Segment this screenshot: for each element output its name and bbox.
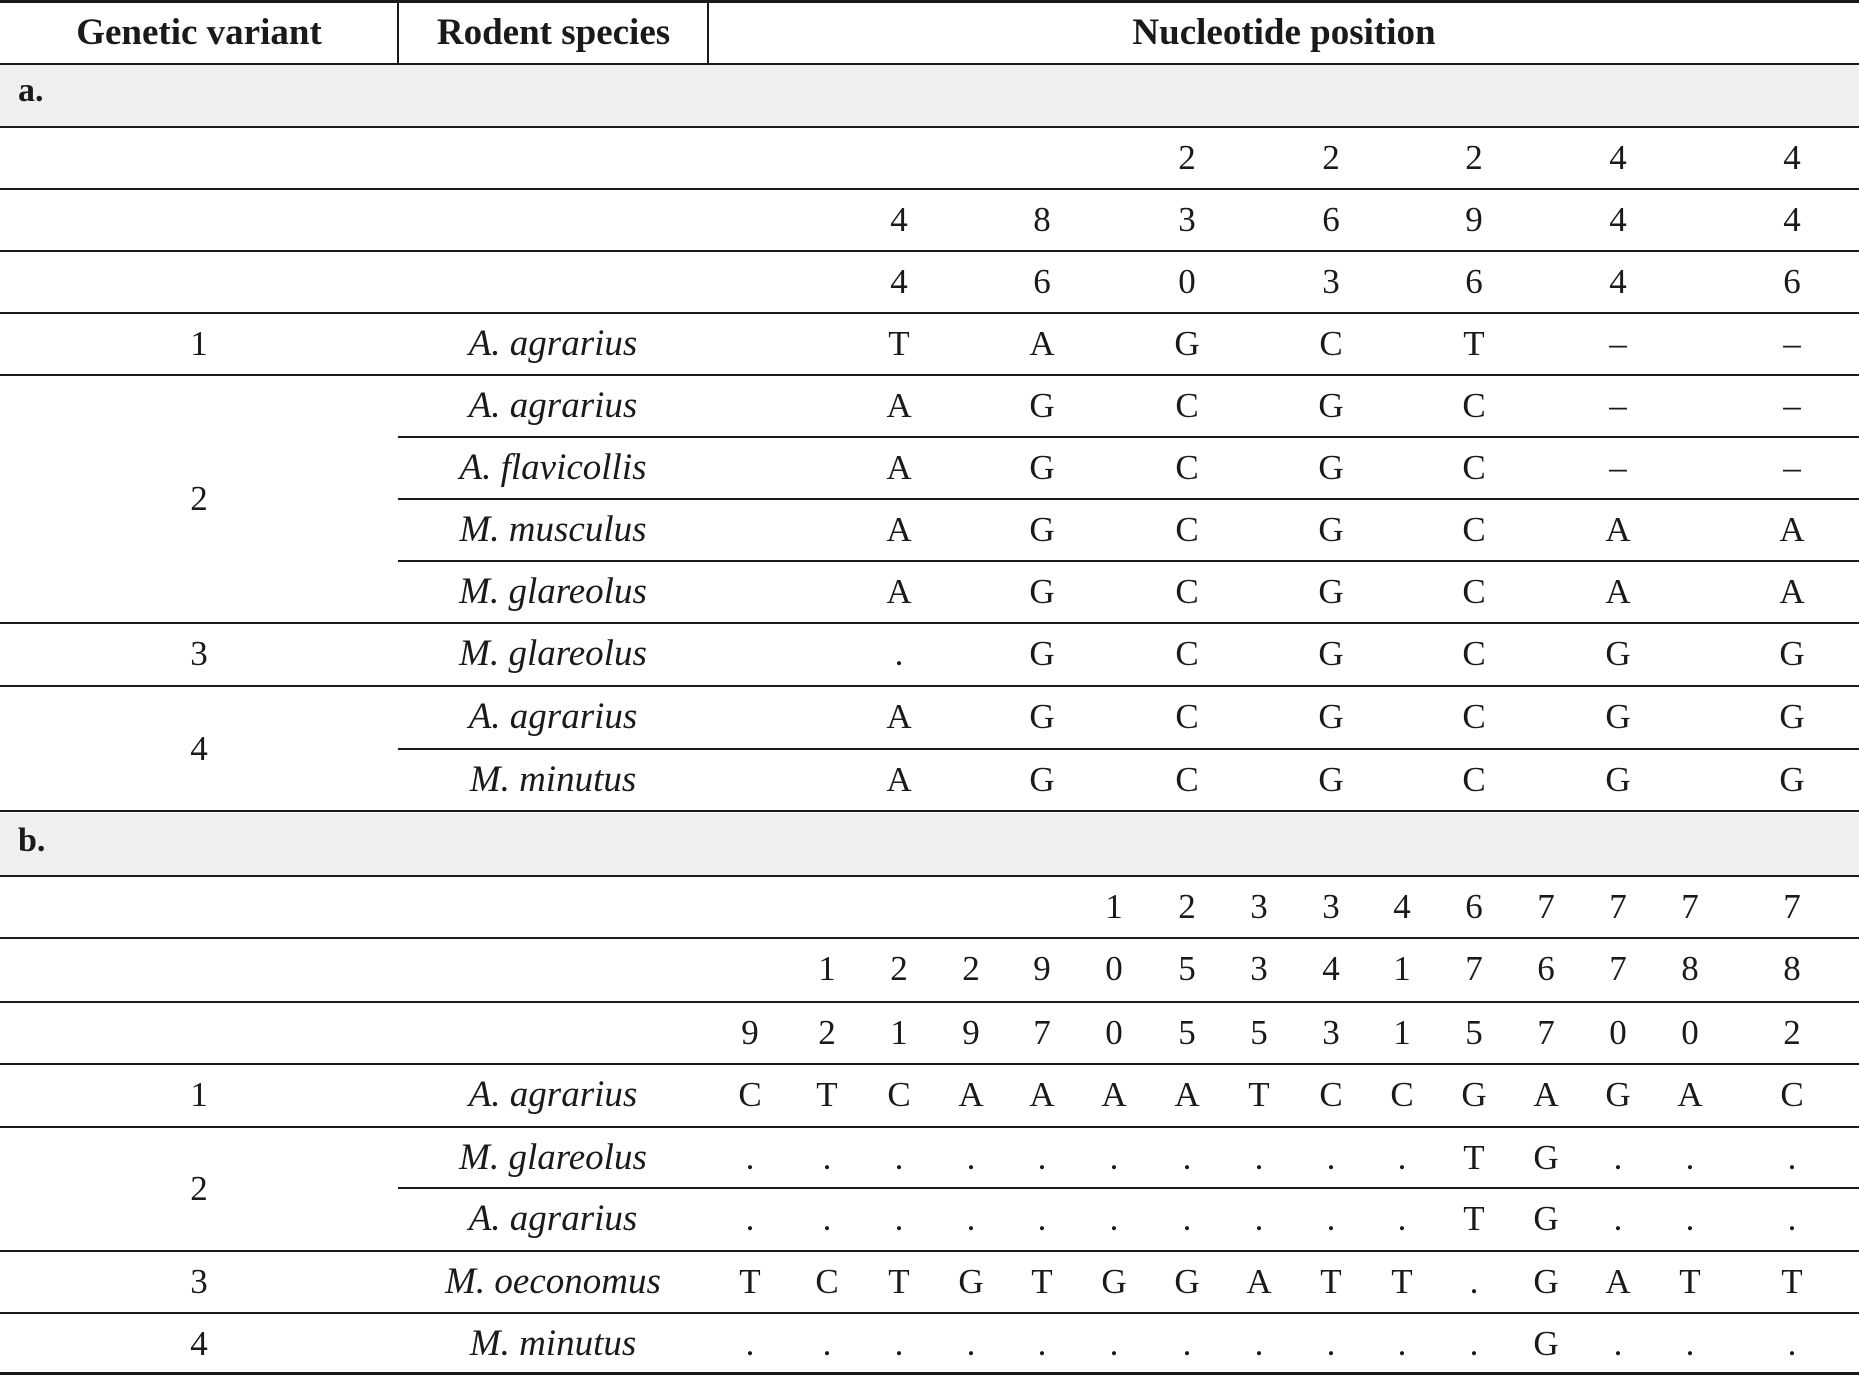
- nucleotide-cell: –: [1783, 324, 1801, 363]
- species-name: M. musculus: [459, 509, 647, 550]
- nucleotide-cell: C: [1319, 1075, 1343, 1114]
- position-digit: 6: [1322, 200, 1340, 239]
- nucleotide-cell: T: [1463, 1199, 1485, 1238]
- species-name: A. agrarius: [468, 323, 638, 364]
- nucleotide-cell: C: [1780, 1075, 1804, 1114]
- position-digit: 3: [1250, 887, 1268, 926]
- species-name: M. glareolus: [459, 633, 647, 674]
- nucleotide-cell: .: [1182, 1324, 1192, 1363]
- genetic-variant-label: 2: [190, 1169, 208, 1208]
- nucleotide-cell: .: [1182, 1199, 1192, 1238]
- nucleotide-cell: G: [1029, 572, 1055, 611]
- nucleotide-cell: G: [1318, 510, 1344, 549]
- position-digit: 7: [1609, 949, 1627, 988]
- position-digit: 3: [1250, 949, 1268, 988]
- position-digit: 0: [1105, 1013, 1123, 1052]
- species-name: M. minutus: [469, 1323, 637, 1364]
- nucleotide-cell: C: [738, 1075, 762, 1114]
- nucleotide-cell: A: [1605, 510, 1631, 549]
- species-name: M. glareolus: [459, 1137, 647, 1178]
- position-digit: 7: [1537, 887, 1555, 926]
- nucleotide-cell: A: [1605, 572, 1631, 611]
- position-digit: 6: [1537, 949, 1555, 988]
- nucleotide-cell: .: [1613, 1199, 1623, 1238]
- species-name: A. flavicollis: [459, 447, 647, 488]
- genetic-variant-label: 1: [190, 1075, 208, 1114]
- nucleotide-cell: C: [1175, 760, 1199, 799]
- position-digit: 5: [1178, 1013, 1196, 1052]
- position-digit: 1: [890, 1013, 908, 1052]
- nucleotide-cell: A: [1174, 1075, 1200, 1114]
- nucleotide-cell: T: [1679, 1262, 1701, 1301]
- position-digit: 2: [1322, 138, 1340, 177]
- genetic-variant-label: 4: [190, 729, 208, 768]
- nucleotide-cell: .: [1037, 1324, 1047, 1363]
- position-digit: 9: [1033, 949, 1051, 988]
- nucleotide-cell: T: [888, 1262, 910, 1301]
- nucleotide-cell: .: [1109, 1138, 1119, 1177]
- nucleotide-cell: C: [1462, 697, 1486, 736]
- nucleotide-cell: .: [1254, 1138, 1264, 1177]
- nucleotide-cell: .: [1613, 1138, 1623, 1177]
- nucleotide-cell: G: [1779, 634, 1805, 673]
- nucleotide-cell: C: [815, 1262, 839, 1301]
- nucleotide-cell: G: [1605, 634, 1631, 673]
- nucleotide-cell: A: [886, 572, 912, 611]
- position-digit: 4: [890, 200, 908, 239]
- nucleotide-cell: G: [1533, 1199, 1559, 1238]
- position-digit: 7: [1681, 887, 1699, 926]
- nucleotide-cell: G: [1779, 760, 1805, 799]
- nucleotide-cell: –: [1609, 386, 1627, 425]
- nucleotide-cell: .: [822, 1324, 832, 1363]
- nucleotide-cell: A: [1029, 1075, 1055, 1114]
- genetic-variant-label: 2: [190, 479, 208, 518]
- position-digit: 4: [1783, 138, 1801, 177]
- position-digit: 4: [1609, 138, 1627, 177]
- position-digit: 0: [1609, 1013, 1627, 1052]
- nucleotide-cell: G: [1533, 1262, 1559, 1301]
- nucleotide-cell: G: [1174, 324, 1200, 363]
- species-name: A. agrarius: [468, 696, 638, 737]
- nucleotide-cell: G: [1318, 386, 1344, 425]
- genetic-variant-label: 1: [190, 324, 208, 363]
- nucleotide-cell: .: [894, 1324, 904, 1363]
- genetic-variant-label: 4: [190, 1324, 208, 1363]
- nucleotide-cell: A: [1533, 1075, 1559, 1114]
- position-digit: 5: [1465, 1013, 1483, 1052]
- nucleotide-cell: A: [886, 510, 912, 549]
- nucleotide-cell: .: [894, 1199, 904, 1238]
- nucleotide-cell: C: [1175, 572, 1199, 611]
- nucleotide-cell: C: [1462, 634, 1486, 673]
- nucleotide-cell: .: [745, 1199, 755, 1238]
- nucleotide-cell: .: [1182, 1138, 1192, 1177]
- nucleotide-cell: .: [822, 1199, 832, 1238]
- species-name: M. glareolus: [459, 571, 647, 612]
- nucleotide-cell: .: [966, 1199, 976, 1238]
- species-name: A. agrarius: [468, 1198, 638, 1239]
- nucleotide-cell: T: [1248, 1075, 1270, 1114]
- position-digit: 2: [962, 949, 980, 988]
- nucleotide-cell: G: [1461, 1075, 1487, 1114]
- nucleotide-cell: A: [886, 386, 912, 425]
- nucleotide-cell: .: [1787, 1324, 1797, 1363]
- nucleotide-cell: G: [1029, 448, 1055, 487]
- nucleotide-cell: C: [1175, 448, 1199, 487]
- nucleotide-cell: A: [886, 448, 912, 487]
- nucleotide-cell: –: [1609, 324, 1627, 363]
- nucleotide-cell: G: [1318, 634, 1344, 673]
- nucleotide-cell: G: [1318, 760, 1344, 799]
- genetic-variant-label: 3: [190, 634, 208, 673]
- nucleotide-cell: .: [1787, 1138, 1797, 1177]
- nucleotide-cell: G: [1605, 760, 1631, 799]
- nucleotide-cell: A: [1677, 1075, 1703, 1114]
- nucleotide-cell: .: [894, 634, 904, 673]
- nucleotide-cell: .: [966, 1138, 976, 1177]
- position-digit: 9: [1465, 200, 1483, 239]
- position-digit: 0: [1105, 949, 1123, 988]
- nucleotide-cell: A: [1246, 1262, 1272, 1301]
- position-digit: 7: [1783, 887, 1801, 926]
- position-digit: 7: [1033, 1013, 1051, 1052]
- position-digit: 1: [1105, 887, 1123, 926]
- nucleotide-cell: G: [1101, 1262, 1127, 1301]
- nucleotide-cell: G: [1029, 510, 1055, 549]
- position-digit: 2: [1465, 138, 1483, 177]
- nucleotide-cell: .: [1037, 1199, 1047, 1238]
- header-genetic-variant: Genetic variant: [76, 12, 322, 53]
- position-digit: 4: [1609, 262, 1627, 301]
- nucleotide-cell: .: [1685, 1138, 1695, 1177]
- nucleotide-cell: A: [958, 1075, 984, 1114]
- position-digit: 4: [1609, 200, 1627, 239]
- position-digit: 9: [741, 1013, 759, 1052]
- nucleotide-cell: T: [1781, 1262, 1803, 1301]
- nucleotide-cell: G: [1779, 697, 1805, 736]
- position-digit: 6: [1465, 262, 1483, 301]
- species-name: M. minutus: [469, 759, 637, 800]
- position-digit: 0: [1178, 262, 1196, 301]
- nucleotide-cell: G: [1318, 448, 1344, 487]
- nucleotide-cell: .: [1397, 1199, 1407, 1238]
- nucleotide-cell: C: [1462, 760, 1486, 799]
- nucleotide-cell: .: [894, 1138, 904, 1177]
- nucleotide-cell: C: [887, 1075, 911, 1114]
- nucleotide-cell: T: [1320, 1262, 1342, 1301]
- nucleotide-cell: .: [1254, 1199, 1264, 1238]
- nucleotide-cell: C: [1462, 572, 1486, 611]
- position-digit: 9: [962, 1013, 980, 1052]
- nucleotide-cell: T: [1463, 324, 1485, 363]
- position-digit: 2: [1783, 1013, 1801, 1052]
- position-digit: 6: [1033, 262, 1051, 301]
- rule: [0, 63, 1859, 65]
- nucleotide-cell: T: [1031, 1262, 1053, 1301]
- position-digit: 4: [890, 262, 908, 301]
- position-digit: 2: [1178, 138, 1196, 177]
- nucleotide-cell: C: [1319, 324, 1343, 363]
- position-digit: 3: [1322, 1013, 1340, 1052]
- species-name: M. oeconomus: [445, 1261, 661, 1302]
- nucleotide-cell: G: [1605, 697, 1631, 736]
- genetic-variant-label: 3: [190, 1262, 208, 1301]
- nucleotide-cell: C: [1175, 634, 1199, 673]
- nucleotide-cell: A: [1101, 1075, 1127, 1114]
- position-digit: 7: [1537, 1013, 1555, 1052]
- nucleotide-cell: .: [1685, 1199, 1695, 1238]
- nucleotide-cell: G: [1174, 1262, 1200, 1301]
- nucleotide-cell: C: [1462, 448, 1486, 487]
- position-digit: 4: [1322, 949, 1340, 988]
- position-digit: 8: [1783, 949, 1801, 988]
- nucleotide-cell: .: [1109, 1199, 1119, 1238]
- nucleotide-cell: –: [1783, 448, 1801, 487]
- nucleotide-cell: T: [1391, 1262, 1413, 1301]
- position-digit: 1: [1393, 949, 1411, 988]
- nucleotide-cell: .: [1685, 1324, 1695, 1363]
- nucleotide-cell: .: [1326, 1138, 1336, 1177]
- nucleotide-cell: –: [1609, 448, 1627, 487]
- header-nucleotide-position: Nucleotide position: [1132, 12, 1436, 53]
- nucleotide-cell: .: [1397, 1324, 1407, 1363]
- position-digit: 8: [1033, 200, 1051, 239]
- position-digit: 5: [1178, 949, 1196, 988]
- nucleotide-cell: C: [1175, 386, 1199, 425]
- nucleotide-cell: A: [1605, 1262, 1631, 1301]
- nucleotide-cell: .: [822, 1138, 832, 1177]
- nucleotide-cell: .: [1469, 1262, 1479, 1301]
- nucleotide-cell: G: [958, 1262, 984, 1301]
- species-name: A. agrarius: [468, 385, 638, 426]
- position-digit: 2: [818, 1013, 836, 1052]
- nucleotide-cell: G: [1605, 1075, 1631, 1114]
- nucleotide-cell: .: [1109, 1324, 1119, 1363]
- nucleotide-cell: G: [1533, 1138, 1559, 1177]
- nucleotide-cell: G: [1533, 1324, 1559, 1363]
- nucleotide-cell: T: [1463, 1138, 1485, 1177]
- position-digit: 4: [1393, 887, 1411, 926]
- position-digit: 6: [1783, 262, 1801, 301]
- nucleotide-cell: T: [888, 324, 910, 363]
- nucleotide-cell: T: [816, 1075, 838, 1114]
- nucleotide-cell: G: [1029, 634, 1055, 673]
- nucleotide-cell: .: [1326, 1199, 1336, 1238]
- nucleotide-cell: .: [1787, 1199, 1797, 1238]
- nucleotide-cell: .: [966, 1324, 976, 1363]
- nucleotide-cell: A: [886, 760, 912, 799]
- header-rodent-species: Rodent species: [436, 12, 671, 53]
- section-a-label: a.: [18, 72, 44, 109]
- nucleotide-cell: C: [1390, 1075, 1414, 1114]
- nucleotide-cell: .: [1254, 1324, 1264, 1363]
- position-digit: 4: [1783, 200, 1801, 239]
- section-b-label: b.: [18, 822, 46, 859]
- position-digit: 3: [1322, 887, 1340, 926]
- nucleotide-cell: G: [1318, 572, 1344, 611]
- position-digit: 7: [1465, 949, 1483, 988]
- nucleotide-cell: G: [1029, 760, 1055, 799]
- nucleotide-cell: .: [1469, 1324, 1479, 1363]
- nucleotide-cell: C: [1462, 386, 1486, 425]
- position-digit: 5: [1250, 1013, 1268, 1052]
- nucleotide-cell: A: [886, 697, 912, 736]
- species-name: A. agrarius: [468, 1074, 638, 1115]
- position-digit: 0: [1681, 1013, 1699, 1052]
- nucleotide-cell: G: [1029, 697, 1055, 736]
- section-a-band: [0, 65, 1859, 126]
- position-digit: 1: [818, 949, 836, 988]
- position-digit: 1: [1393, 1013, 1411, 1052]
- nucleotide-cell: T: [739, 1262, 761, 1301]
- position-digit: 6: [1465, 887, 1483, 926]
- nucleotide-cell: .: [1326, 1324, 1336, 1363]
- nucleotide-cell: C: [1462, 510, 1486, 549]
- position-digit: 2: [890, 949, 908, 988]
- nucleotide-cell: –: [1783, 386, 1801, 425]
- nucleotide-cell: .: [1037, 1138, 1047, 1177]
- section-b-band: [0, 813, 1859, 875]
- nucleotide-cell: .: [745, 1138, 755, 1177]
- nucleotide-cell: A: [1779, 572, 1805, 611]
- position-digit: 2: [1178, 887, 1196, 926]
- nucleotide-cell: C: [1175, 510, 1199, 549]
- position-digit: 3: [1322, 262, 1340, 301]
- position-digit: 3: [1178, 200, 1196, 239]
- nucleotide-cell: A: [1029, 324, 1055, 363]
- nucleotide-cell: A: [1779, 510, 1805, 549]
- nucleotide-cell: .: [745, 1324, 755, 1363]
- nucleotide-cell: .: [1613, 1324, 1623, 1363]
- position-digit: 7: [1609, 887, 1627, 926]
- nucleotide-cell: G: [1318, 697, 1344, 736]
- nucleotide-cell: C: [1175, 697, 1199, 736]
- position-digit: 8: [1681, 949, 1699, 988]
- nucleotide-cell: .: [1397, 1138, 1407, 1177]
- nucleotide-cell: G: [1029, 386, 1055, 425]
